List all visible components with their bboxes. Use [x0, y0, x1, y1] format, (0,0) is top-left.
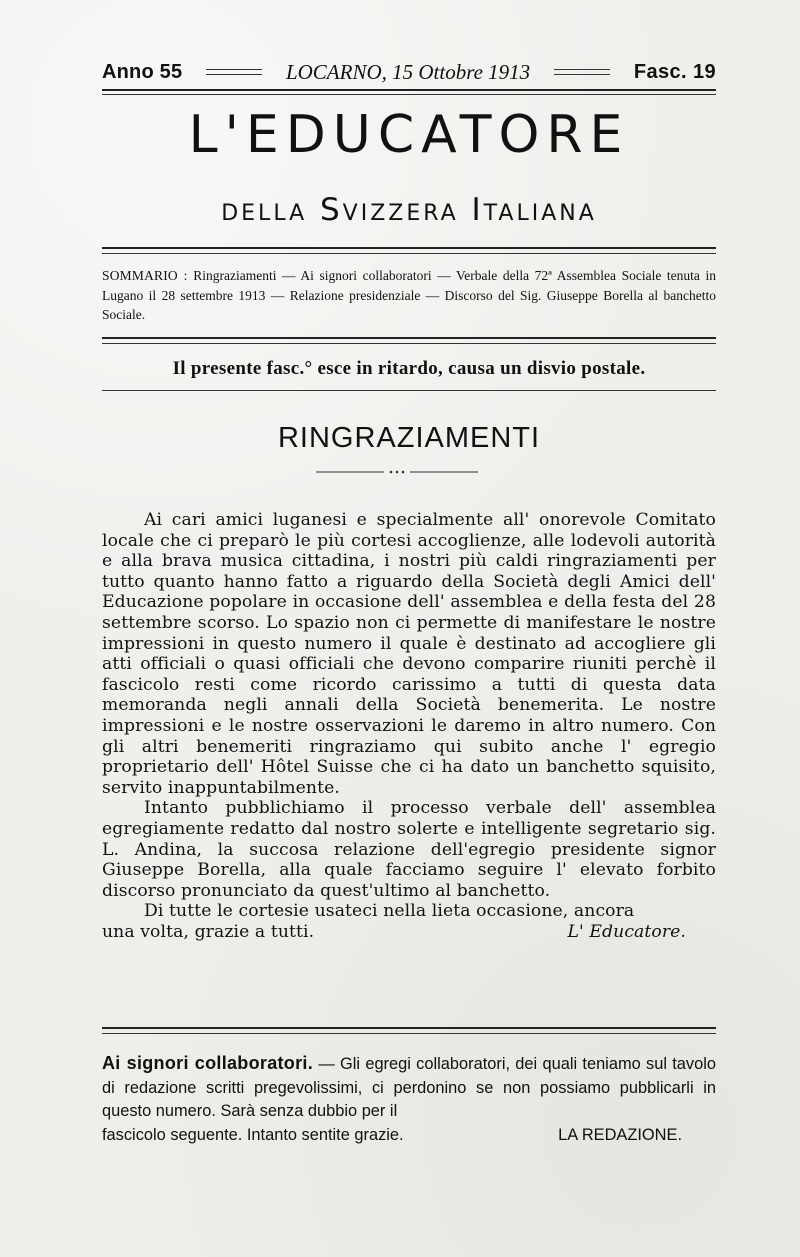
issue-fascicle: Fasc. 19 — [633, 60, 716, 83]
redaction-signature: LA REDAZIONE. — [558, 1125, 682, 1144]
collaborators-notice — [102, 1052, 716, 1147]
section-heading: RINGRAZIAMENTI — [277, 422, 541, 454]
header-divider-left — [206, 69, 262, 75]
collaborators-last-line — [102, 1124, 682, 1148]
masthead-subtitle: della Svizzera Italiana — [221, 192, 597, 228]
sommario-text: Ringraziamenti — Ai signori collaboratori — Verbale della 72ª Assemblea Sociale tenuta in Lugano il 28 settembre 1913 — Relazione presidenziale — Discorso del Sig. Giuseppe Borella al banchetto Sociale. — [102, 268, 717, 322]
sommario-rule-bottom — [102, 343, 716, 344]
sommario-rule-top — [102, 337, 716, 339]
article-body — [102, 510, 716, 942]
header-rule-top — [102, 89, 716, 91]
collab-rule-bottom — [102, 1033, 716, 1034]
article-paragraph: Ai cari amici luganesi e specialmente all' onorevole Comitato locale che ci preparò le più cortesi accoglienze, alle lodevoli autorità e alla brava musica cittadina, i nostri più caldi ringraziamenti per tutto quanto hanno fatto a riguardo della Società degli Amici dell' Educazione popolare in occasione dell' assemblea e della festa del 28 settembre scorso. Lo spazio non ci permette di manifestare le nostre impressioni in questo numero il quale è destinato ad accogliere gli atti officiali o quasi officiali che devono comparire riuniti perchè il fascicolo resti come ricordo carissimo a tutti di questa data memoranda negli annali della Società benemerita. Le nostre impressioni e le nostre osservazioni le daremo in altro numero. Con gli altri benemeriti ringraziamo qui subito anche l' egregio proprietario dell' Hôtel Suisse che ci ha dato un banchetto squisito, servito inappuntabilmente. — [102, 510, 716, 798]
masthead-rule-bottom — [102, 253, 716, 254]
closing-line: Di tutte le cortesie usateci nella lieta occasione, ancora — [144, 901, 635, 922]
collaborators-title: Ai signori collaboratori. — [102, 1053, 314, 1073]
heading-ornament — [316, 468, 478, 476]
closing-line-end: una volta, grazie a tutti. — [102, 921, 315, 942]
collaborators-text: — Gli egregi collaboratori, dei quali teniamo sul tavolo di redazione scritti pregevolissimi, ci perdonino se non possiamo pubblicarli in questo numero. Sarà senza dubbio per il — [102, 1055, 716, 1120]
delay-notice: Il presente fasc.° esce in ritardo, causa un disvio postale. — [172, 358, 646, 379]
collab-rule-top — [102, 1027, 716, 1029]
collaborators-last-text: fascicolo seguente. Intanto sentite grazie. — [102, 1125, 404, 1144]
sommario-label: SOMMARIO : — [102, 268, 188, 283]
issue-header — [102, 58, 716, 86]
masthead-title: L'EDUCATORE — [188, 105, 630, 165]
article-paragraph: Intanto pubblichiamo il processo verbale dell' assemblea egregiamente redatto dal nostro solerte e intelligente segretario sig. L. Andina, la succosa relazione dell'egregio presidente signor Giuseppe Borella, alla quale facciamo seguire l' elevato forbito discorso pronunciato da quest'ultimo al banchetto. — [102, 798, 716, 901]
header-rule-bottom — [102, 94, 716, 95]
article-signature: L' Educatore. — [567, 921, 686, 942]
header-divider-right — [554, 69, 610, 75]
issue-year: Anno 55 — [102, 60, 183, 83]
masthead-rule-top — [102, 247, 716, 249]
closing-signature-line — [102, 922, 716, 943]
issue-place-date: LOCARNO, 15 Ottobre 1913 — [285, 59, 531, 84]
notice-rule — [102, 390, 716, 391]
table-of-contents — [102, 266, 716, 325]
